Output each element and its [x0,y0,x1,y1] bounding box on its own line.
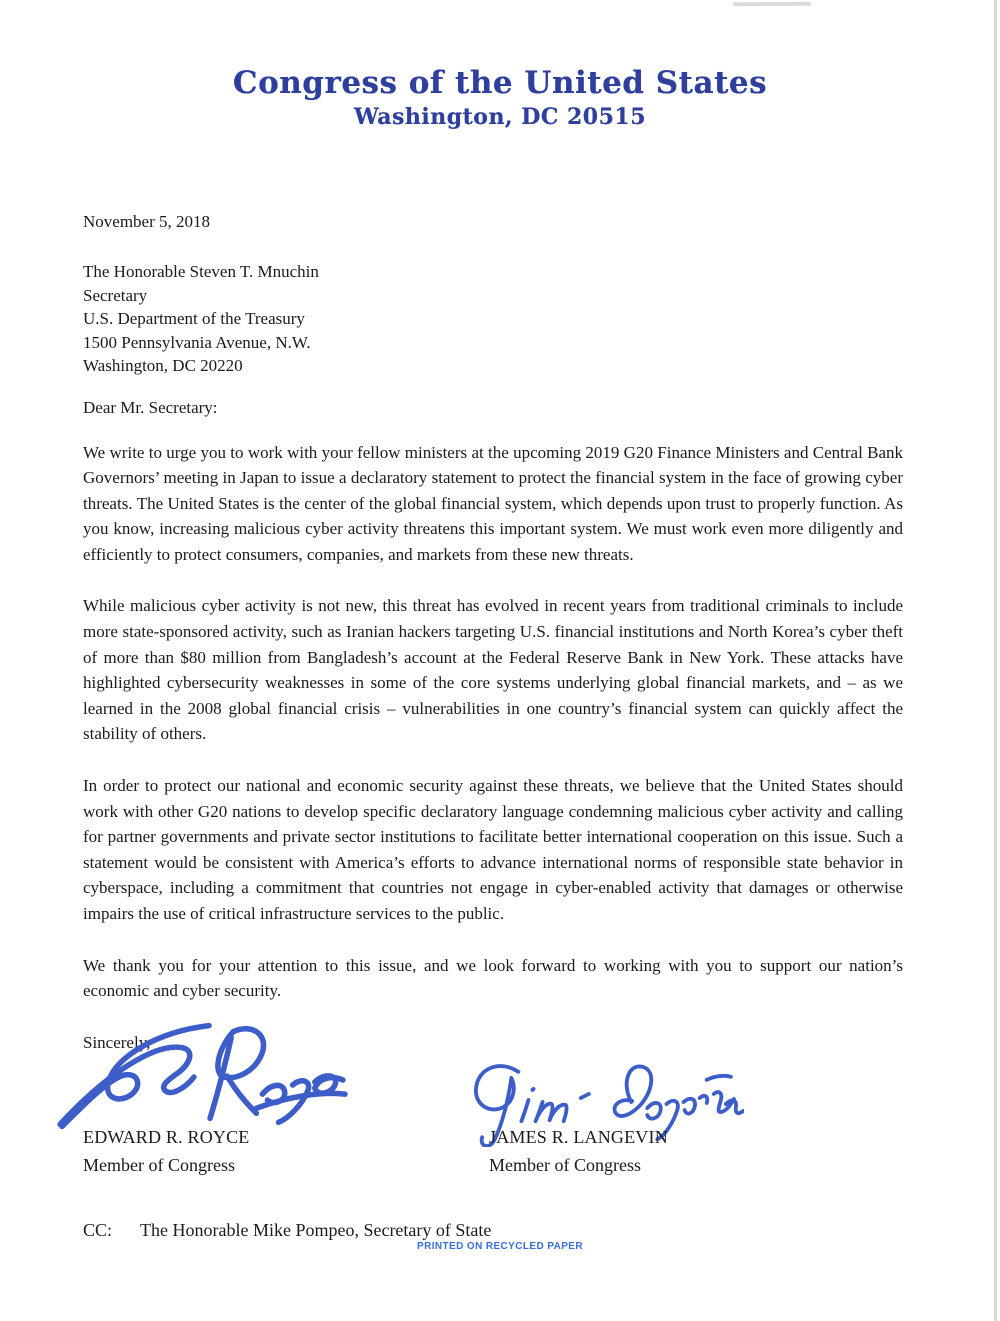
paragraph-1: We write to urge you to work with your fellow ministers at the upcoming 2019 G20 Finance Ministers and Central Bank Governors’ meeting in Japan to issue a declaratory statement to protect the financial system in the face of growing cyber threats. The United States is the center of the global financial system, which depends upon trust to properly function. As you know, increasing malicious cyber activity threatens this important system. We must work even more diligently and efficiently to protect consumers, companies, and markets from these new threats. [83,442,903,564]
signer-langevin-title: Member of Congress [489,1154,641,1175]
signer-royce-name: EDWARD R. ROYCE [83,1127,250,1147]
signer-royce-title: Member of Congress [83,1154,235,1175]
letterhead [0,66,1000,130]
paragraph-2: While malicious cyber activity is not new, this threat has evolved in recent years from traditional criminals to include more state-sponsored activity, such as Iranian hackers targeting U.S. financial institutions and North Korea’s cyber theft of more than $80 million from Bangladesh’s account at the Federal Reserve Bank in New York. These attacks have highlighted cybersecurity weaknesses in some of the core systems underlying global financial markets, and – as we learned in the 2008 global financial crisis – vulnerabilities in one country’s financial system can quickly affect the stability of others. [83,596,903,744]
signer-langevin [489,1124,668,1179]
cc-label: CC: [83,1220,113,1240]
salutation: Dear Mr. Secretary: [83,397,218,417]
paragraph-3: In order to protect our national and economic security against these threats, we believe that the United States should work with other G20 nations to develop specific declaratory language condemning malicious cyber activity and calling for partner governments and private sector institutions to facilitate better international cooperation on this issue. Such a statement would be consistent with America’s efforts to advance international norms of responsible state behavior in cyberspace, including a commitment that countries not engage in cyber-enabled activity that damages or otherwise impairs the use of critical infrastructure services to the public. [83,776,903,923]
signer-royce [83,1124,250,1179]
recipient-city: Washington, DC 20220 [83,356,243,375]
letter-body [83,210,903,1055]
scan-artifact-edge [994,0,997,1321]
recipient-address [83,260,903,378]
letterhead-address: Washington, DC 20515 [353,104,647,130]
paragraph-4: We thank you for your attention to this issue, and we look forward to working with you to support our nation’s economic and cyber security. [83,955,903,1001]
recipient-street: 1500 Pennsylvania Avenue, N.W. [83,332,311,352]
letter-date: November 5, 2018 [83,212,211,231]
signer-langevin-name: JAMES R. LANGEVIN [489,1127,668,1147]
royce-signature [56,1017,348,1131]
letterhead-title: Congress of the United States [232,65,768,101]
closing: Sincerely, [83,1032,151,1052]
cc-line [83,1220,491,1241]
recipient-agency: U.S. Department of the Treasury [83,309,305,328]
cc-text: The Honorable Mike Pompeo, Secretary of State [140,1220,492,1240]
recipient-title: Secretary [83,285,148,305]
scan-artifact-smudge [733,2,811,7]
recycled-paper-notice: PRINTED ON RECYCLED PAPER [417,1241,583,1252]
recipient-name: The Honorable Steven T. Mnuchin [83,262,319,281]
